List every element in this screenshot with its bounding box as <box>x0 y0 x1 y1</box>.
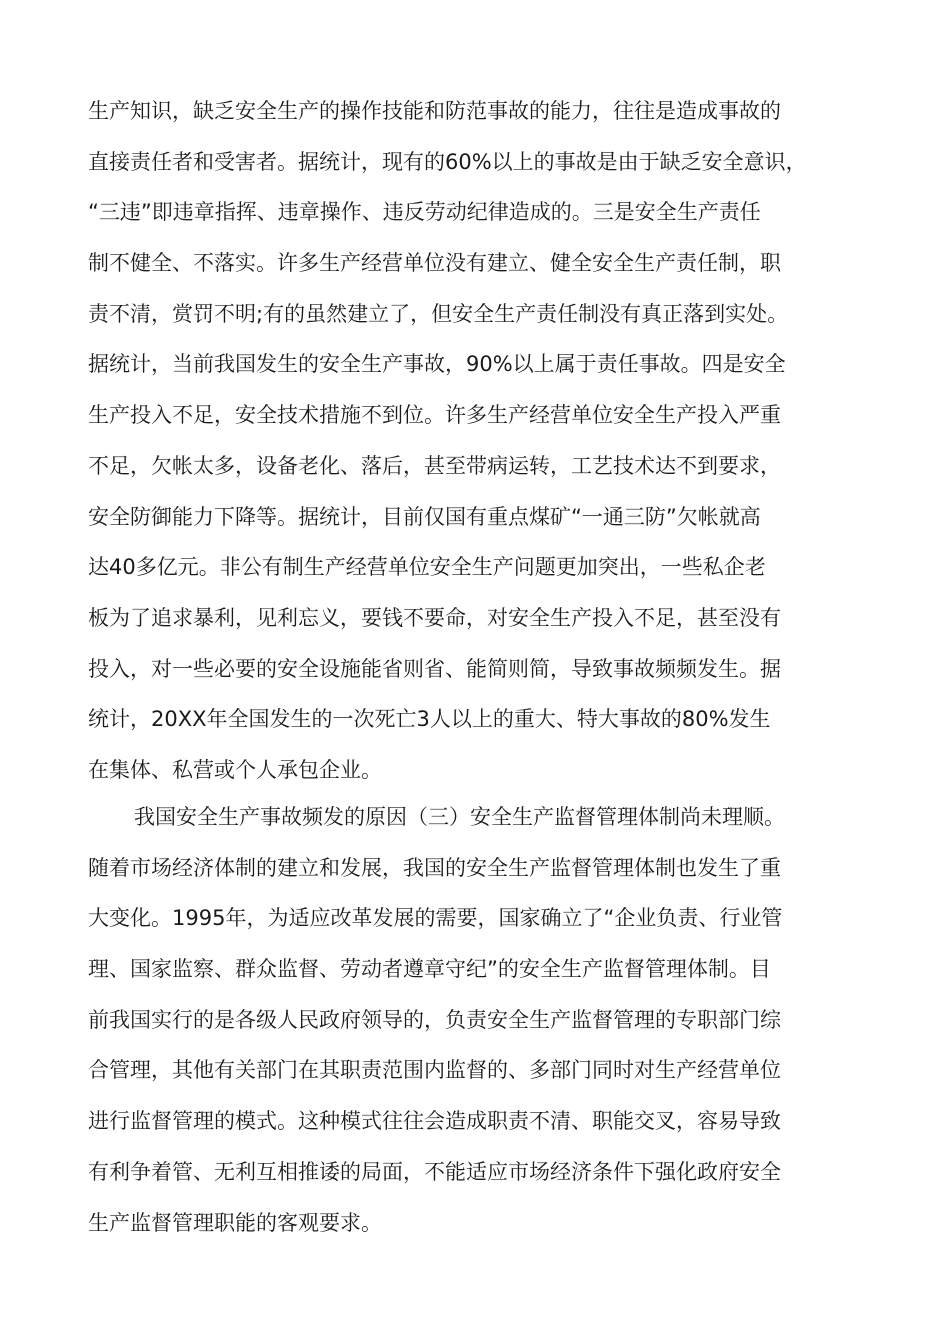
paragraph-2 <box>88 792 868 1248</box>
paragraph-line: 前我国实行的是各级人民政府领导的，负责安全生产监督管理的专职部门综 <box>88 1007 781 1032</box>
paragraph-line: 责不清，赏罚不明;有的虽然建立了，但安全生产责任制没有真正落到实处。 <box>88 301 789 326</box>
paragraph-line: 不足，欠帐太多，设备老化、落后，甚至带病运转，工艺技术达不到要求， <box>88 453 781 478</box>
paragraph-line: 进行监督管理的模式。这种模式往往会造成职责不清、职能交叉，容易导致 <box>88 1109 781 1134</box>
paragraph-line: 在集体、私营或个人承包企业。 <box>88 757 382 782</box>
paragraph-line: 生产监督管理职能的客观要求。 <box>88 1210 382 1235</box>
paragraph-line: 据统计，当前我国发生的安全生产事故，90%以上属于责任事故。四是安全 <box>88 352 786 377</box>
paragraph-line: 合管理，其他有关部门在其职责范围内监督的、多部门同时对生产经营单位 <box>88 1058 781 1083</box>
paragraph-line: 安全防御能力下降等。据统计，目前仅国有重点煤矿“一通三防”欠帐就高 <box>88 504 761 529</box>
paragraph-line: 制不健全、不落实。许多生产经营单位没有建立、健全安全生产责任制，职 <box>88 251 781 276</box>
paragraph-line: 大变化。1995年，为适应改革发展的需要，国家确立了“企业负责、行业管 <box>88 906 783 931</box>
paragraph-line: 统计，20XX年全国发生的一次死亡3人以上的重大、特大事故的80%发生 <box>88 707 771 732</box>
paragraph-line: 直接责任者和受害者。据统计，现有的60%以上的事故是由于缺乏安全意识， <box>88 149 807 174</box>
paragraph-line: “三违”即违章指挥、违章操作、违反劳动纪律造成的。三是安全生产责任 <box>88 200 761 225</box>
paragraph-1 <box>88 86 868 796</box>
paragraph-line: 生产投入不足，安全技术措施不到位。许多生产经营单位安全生产投入严重 <box>88 403 781 428</box>
paragraph-line: 生产知识，缺乏安全生产的操作技能和防范事故的能力，往往是造成事故的 <box>88 99 781 123</box>
paragraph-line: 投入，对一些必要的安全设施能省则省、能简则简，导致事故频频发生。据 <box>88 656 781 681</box>
paragraph-line: 有利争着管、无利互相推诿的局面，不能适应市场经济条件下强化政府安全 <box>88 1159 781 1184</box>
paragraph-line: 理、国家监察、群众监督、劳动者遵章守纪”的安全生产监督管理体制。目 <box>88 957 771 982</box>
paragraph-line: 随着市场经济体制的建立和发展，我国的安全生产监督管理体制也发生了重 <box>88 855 781 880</box>
paragraph-heading-line: 我国安全生产事故频发的原因（三）安全生产监督管理体制尚未理顺。 <box>134 805 785 829</box>
paragraph-line: 达40多亿元。非公有制生产经营单位安全生产问题更加突出，一些私企老 <box>88 555 766 580</box>
paragraph-line: 板为了追求暴利，见利忘义，要钱不要命，对安全生产投入不足，甚至没有 <box>88 605 781 630</box>
